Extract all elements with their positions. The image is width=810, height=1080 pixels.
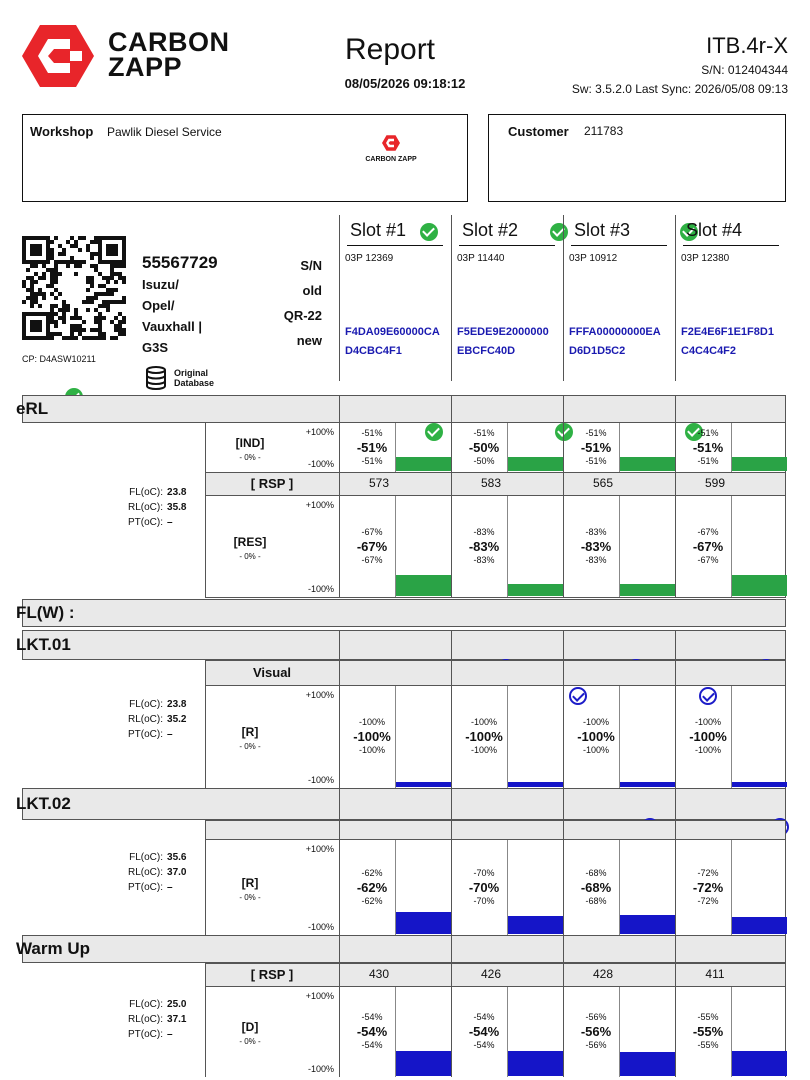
temp-value-fl: 23.8 <box>167 487 187 498</box>
temperature-readout <box>128 850 195 895</box>
section-warmup <box>22 935 786 963</box>
slot-title-underline <box>571 245 667 246</box>
divider <box>675 840 676 935</box>
divider <box>675 395 676 423</box>
temp-label-fl: FL(oC): <box>129 852 164 863</box>
slot-title: Slot #2 <box>462 220 519 240</box>
temp-row-rl <box>128 712 195 727</box>
rsp-value: 573 <box>368 476 390 490</box>
scale-top: +100% <box>305 844 334 854</box>
pct-main: -51% <box>580 439 612 455</box>
result-bar <box>508 782 563 787</box>
qr-code-icon <box>22 236 126 340</box>
divider <box>339 496 340 597</box>
lkt02-spacer <box>205 820 786 840</box>
divider <box>563 496 564 597</box>
bar-axis <box>731 686 732 788</box>
scale-top: +100% <box>305 690 334 700</box>
divider <box>451 686 452 788</box>
scale-bottom: -100% <box>307 922 334 932</box>
pct-bottom: -62% <box>361 895 383 906</box>
pct-bottom: -70% <box>473 895 495 906</box>
pct-top: -100% <box>470 717 497 727</box>
part-make-2: Opel/ <box>142 298 175 313</box>
pct-main: -100% <box>577 729 615 744</box>
divider <box>339 686 340 788</box>
divider <box>563 395 564 423</box>
divider <box>675 788 676 820</box>
divider <box>675 660 676 686</box>
scale-top: +100% <box>305 991 334 1001</box>
temp-label-pt: PT(oC): <box>128 1029 164 1040</box>
pct-bottom: -100% <box>470 745 497 755</box>
result-bar <box>732 782 787 787</box>
software-sync: Sw: 3.5.2.0 Last Sync: 2026/05/08 09:13 <box>571 82 788 96</box>
divider <box>339 935 340 963</box>
pct-top: -54% <box>473 1012 495 1022</box>
pct-main: -51% <box>356 439 388 455</box>
divider <box>451 963 452 987</box>
section-erl <box>22 395 786 423</box>
part-info <box>142 252 218 358</box>
pct-top: -51% <box>361 427 383 438</box>
part-make-4: G3S <box>142 340 169 355</box>
result-bar <box>396 575 451 596</box>
slot-code-2: C4C4C4F2 <box>681 345 737 357</box>
slot-serial: 03P 12380 <box>681 253 730 264</box>
divider <box>451 987 452 1077</box>
slot-code-2: D6D1D5C2 <box>569 345 626 357</box>
pct-top: -67% <box>361 526 383 537</box>
divider <box>205 597 786 598</box>
result-bar <box>620 584 675 596</box>
scale-bottom: -100% <box>307 459 334 469</box>
pct-main: -83% <box>468 538 500 554</box>
pct-top: -72% <box>697 867 719 878</box>
pct-bottom: -55% <box>697 1040 719 1050</box>
divider <box>205 496 206 597</box>
customer-value: 211783 <box>584 124 624 138</box>
warmup-rsp-row-label: [ RSP ] <box>250 967 294 982</box>
pct-bottom: -51% <box>697 455 719 466</box>
divider <box>205 423 206 472</box>
scale-top: +100% <box>305 500 334 510</box>
temp-row-rl <box>128 500 195 515</box>
slot-title-underline <box>459 245 555 246</box>
new-label: new <box>296 333 322 348</box>
scale-bottom: -100% <box>307 1064 334 1074</box>
bar-axis <box>395 686 396 788</box>
result-bar <box>732 575 787 596</box>
slot-code-2: D4CBC4F1 <box>345 345 402 357</box>
scale-bottom: -100% <box>307 584 334 594</box>
workshop-logo <box>361 135 421 163</box>
divider <box>451 840 452 935</box>
divider <box>675 423 676 472</box>
temp-label-pt: PT(oC): <box>128 517 164 528</box>
divider <box>339 395 340 423</box>
divider <box>563 660 564 686</box>
temp-row-fl <box>128 485 195 500</box>
pct-bottom: -54% <box>361 1040 383 1050</box>
pct-top: -67% <box>697 526 719 537</box>
temp-value-pt: – <box>167 517 173 528</box>
pct-main: -72% <box>692 879 724 895</box>
temp-value-fl: 23.8 <box>167 699 187 710</box>
slot-pass-check-icon <box>425 423 443 441</box>
pct-bottom: -100% <box>582 745 609 755</box>
pct-top: -100% <box>358 717 385 727</box>
temp-value-rl: 35.8 <box>167 502 187 513</box>
scale-bottom: -100% <box>307 775 334 785</box>
old-label: old <box>302 283 322 298</box>
part-make-1: Isuzu/ <box>142 277 179 292</box>
pct-main: -70% <box>468 879 500 895</box>
divider <box>675 935 676 963</box>
test-label: [R] <box>241 875 259 890</box>
result-bar <box>396 457 451 471</box>
divider <box>339 987 340 1077</box>
result-bar <box>508 457 563 471</box>
result-bar <box>620 782 675 787</box>
pct-bottom: -83% <box>585 554 607 565</box>
test-label: [IND] <box>235 435 265 450</box>
divider <box>563 686 564 788</box>
pct-main: -67% <box>692 538 724 554</box>
divider <box>675 820 676 840</box>
divider <box>563 963 564 987</box>
divider <box>675 987 676 1077</box>
pct-top: -83% <box>585 526 607 537</box>
test-zero: - 0% - <box>239 551 261 561</box>
customer-box <box>488 114 786 202</box>
part-number: 55567729 <box>142 253 218 272</box>
divider <box>339 820 340 840</box>
divider <box>339 788 340 820</box>
brand-line2: ZAPP <box>108 52 183 82</box>
pct-main: -51% <box>692 439 724 455</box>
temp-label-rl: RL(oC): <box>128 867 164 878</box>
device-name: ITB.4r-X <box>706 33 788 58</box>
report-datetime: 08/05/2026 09:18:12 <box>344 76 466 91</box>
divider <box>785 686 786 788</box>
part-labels <box>262 253 322 353</box>
pct-main: -83% <box>580 538 612 554</box>
divider <box>451 660 452 686</box>
pct-bottom: -72% <box>697 895 719 906</box>
temp-value-pt: – <box>167 882 173 893</box>
temp-row-pt <box>128 515 195 530</box>
pct-bottom: -100% <box>358 745 385 755</box>
temp-value-rl: 37.0 <box>167 867 187 878</box>
pct-top: -83% <box>473 526 495 537</box>
result-bar <box>396 912 451 934</box>
slot-title: Slot #1 <box>350 220 407 240</box>
divider <box>563 630 564 660</box>
slot-title-underline <box>683 245 779 246</box>
result-bar <box>732 917 787 934</box>
workshop-logo-text: CARBON ZAPP <box>365 156 417 163</box>
section-lkt02-title: LKT.02 <box>16 794 71 813</box>
divider <box>563 472 564 496</box>
scale-top: +100% <box>305 427 334 437</box>
temp-row-rl <box>128 865 195 880</box>
divider <box>451 423 452 472</box>
bar-axis <box>507 686 508 788</box>
slot-divider <box>675 215 676 381</box>
divider <box>339 472 340 496</box>
pct-top: -62% <box>361 867 383 878</box>
slot-divider <box>563 215 564 381</box>
rsp-value: 565 <box>592 476 614 490</box>
qr-label: QR-22 <box>283 308 322 323</box>
divider <box>339 963 340 987</box>
divider <box>675 963 676 987</box>
carbon-zapp-small-logo-icon <box>382 135 400 151</box>
test-zero: - 0% - <box>239 1037 261 1046</box>
pct-top: -100% <box>582 717 609 727</box>
divider <box>205 686 206 788</box>
result-bar <box>396 782 451 787</box>
slot-result-check-icon <box>569 687 587 705</box>
customer-label: Customer <box>508 124 569 139</box>
temp-label-rl: RL(oC): <box>128 502 164 513</box>
test-label: [RES] <box>233 534 267 549</box>
temp-row-pt <box>128 727 195 742</box>
divider <box>675 496 676 597</box>
divider <box>339 840 340 935</box>
temp-value-fl: 25.0 <box>167 999 187 1010</box>
slot-serial: 03P 12369 <box>345 253 394 264</box>
test-zero: - 0% - <box>239 742 261 751</box>
temp-row-fl <box>128 850 195 865</box>
divider <box>563 820 564 840</box>
slot-code-2: EBCFC40D <box>457 345 516 357</box>
pct-bottom: -67% <box>697 554 719 565</box>
test-zero: - 0% - <box>239 452 261 462</box>
part-make-3: Vauxhall | <box>142 319 202 334</box>
temp-value-fl: 35.6 <box>167 852 187 863</box>
pct-main: -54% <box>356 1024 388 1039</box>
visual-row-label: Visual <box>252 665 292 680</box>
pct-bottom: -68% <box>585 895 607 906</box>
pct-main: -68% <box>580 879 612 895</box>
slot-title: Slot #4 <box>686 220 743 240</box>
bar-axis <box>619 686 620 788</box>
section-flw <box>22 599 786 627</box>
workshop-value: Pawlik Diesel Service <box>107 125 222 139</box>
slot-title-underline <box>347 245 443 246</box>
rsp-value: 583 <box>480 476 502 490</box>
carbon-zapp-logo-icon <box>22 25 94 87</box>
temp-row-pt <box>128 880 195 895</box>
pct-main: -55% <box>692 1024 724 1039</box>
rsp-value: 428 <box>592 967 614 981</box>
pct-main: -62% <box>356 879 388 895</box>
divider <box>563 935 564 963</box>
slot-divider <box>339 215 340 381</box>
pct-main: -56% <box>580 1024 612 1039</box>
divider <box>451 820 452 840</box>
pct-top: -51% <box>697 427 719 438</box>
cp-code: CP: D4ASW10211 <box>22 354 96 364</box>
result-bar <box>620 457 675 471</box>
slot-divider <box>451 215 452 381</box>
divider <box>451 395 452 423</box>
temp-label-fl: FL(oC): <box>129 487 164 498</box>
temp-value-pt: – <box>167 729 173 740</box>
test-label: [R] <box>241 725 259 739</box>
divider <box>563 987 564 1077</box>
pct-main: -100% <box>465 729 503 744</box>
slot-serial: 03P 10912 <box>569 253 618 264</box>
result-bar <box>508 584 563 596</box>
temp-row-pt <box>128 1027 195 1042</box>
temperature-readout <box>128 485 195 530</box>
slot-title: Slot #3 <box>574 220 631 240</box>
device-serial: S/N: 012404344 <box>701 63 788 77</box>
result-bar <box>508 1051 563 1076</box>
pct-bottom: -83% <box>473 554 495 565</box>
test-label: [D] <box>241 1020 259 1034</box>
temp-label-pt: PT(oC): <box>128 882 164 893</box>
slot-code-1: FFFA00000000EA <box>569 326 661 338</box>
result-bar <box>396 1051 451 1076</box>
temp-row-fl <box>128 997 195 1012</box>
temp-value-rl: 37.1 <box>167 1014 187 1025</box>
temp-value-pt: – <box>167 1029 173 1040</box>
pct-main: -100% <box>353 729 391 744</box>
divider <box>675 686 676 788</box>
divider <box>339 630 340 660</box>
database-line2: Database <box>174 378 215 388</box>
workshop-label: Workshop <box>30 124 94 139</box>
divider <box>339 660 340 686</box>
section-erl-title: eRL <box>16 399 49 418</box>
divider <box>451 935 452 963</box>
slot-ok-check-icon <box>550 223 568 241</box>
pct-top: -54% <box>361 1012 383 1022</box>
page-title: Report <box>344 33 436 66</box>
rsp-value: 411 <box>705 967 725 981</box>
bar-axis <box>507 496 508 597</box>
temp-label-fl: FL(oC): <box>129 699 164 710</box>
slot-result-check-icon <box>699 687 717 705</box>
divider <box>205 840 206 935</box>
pct-bottom: -67% <box>361 554 383 565</box>
divider <box>563 423 564 472</box>
pct-bottom: -56% <box>585 1040 607 1050</box>
result-bar <box>620 1052 675 1076</box>
section-lkt02 <box>22 788 786 820</box>
brand-logo <box>22 25 94 87</box>
pct-main: -50% <box>468 439 500 455</box>
pct-main: -67% <box>356 538 388 554</box>
result-bar <box>732 1051 787 1076</box>
temp-label-rl: RL(oC): <box>128 714 164 725</box>
pct-top: -100% <box>694 717 721 727</box>
rsp-value: 430 <box>368 967 390 981</box>
divider <box>339 423 340 472</box>
sn-label: S/N <box>300 258 322 273</box>
divider <box>675 472 676 496</box>
brand-name <box>108 27 230 82</box>
pct-top: -51% <box>585 427 607 438</box>
pct-top: -70% <box>473 867 495 878</box>
section-lkt01 <box>22 630 786 660</box>
temperature-readout <box>128 997 195 1042</box>
pct-main: -100% <box>689 729 727 744</box>
result-bar <box>508 916 563 934</box>
slot-code-1: F5EDE9E2000000 <box>457 326 549 338</box>
pct-main: -54% <box>468 1024 500 1039</box>
temp-row-rl <box>128 1012 195 1027</box>
rsp-value: 426 <box>480 967 502 981</box>
divider <box>451 630 452 660</box>
database-line1: Original <box>174 368 209 378</box>
temp-label-fl: FL(oC): <box>129 999 164 1010</box>
pct-bottom: -51% <box>361 455 383 466</box>
divider <box>451 472 452 496</box>
database-icon <box>145 366 167 390</box>
temperature-readout <box>128 697 195 742</box>
temp-value-rl: 35.2 <box>167 714 187 725</box>
test-zero: - 0% - <box>239 892 261 902</box>
section-warmup-title: Warm Up <box>16 939 90 958</box>
divider <box>451 496 452 597</box>
brand-line1: CARBON <box>108 27 230 57</box>
pct-bottom: -50% <box>473 455 495 466</box>
divider <box>675 630 676 660</box>
temp-label-pt: PT(oC): <box>128 729 164 740</box>
section-lkt01-title: LKT.01 <box>16 635 71 654</box>
pct-top: -68% <box>585 867 607 878</box>
bar-axis <box>619 496 620 597</box>
divider <box>205 987 206 1077</box>
slot-ok-check-icon <box>420 223 438 241</box>
rsp-value: 599 <box>704 476 726 490</box>
pct-bottom: -51% <box>585 455 607 466</box>
result-bar <box>732 457 787 471</box>
section-flw-title: FL(W) : <box>16 603 75 622</box>
divider <box>451 788 452 820</box>
qr-code <box>22 236 126 340</box>
pct-top: -56% <box>585 1012 607 1022</box>
divider <box>563 788 564 820</box>
divider <box>563 840 564 935</box>
rsp-row-label: [ RSP ] <box>250 476 294 491</box>
workshop-box <box>22 114 468 202</box>
result-bar <box>620 915 675 934</box>
temp-label-rl: RL(oC): <box>128 1014 164 1025</box>
pct-top: -51% <box>473 427 495 438</box>
temp-row-fl <box>128 697 195 712</box>
pct-bottom: -100% <box>694 745 721 755</box>
slot-serial: 03P 11440 <box>457 253 505 264</box>
slot-code-1: F4DA09E60000CA <box>345 326 440 338</box>
pct-bottom: -54% <box>473 1040 495 1050</box>
pct-top: -55% <box>697 1012 719 1022</box>
slot-code-1: F2E4E6F1E1F8D1 <box>681 326 774 338</box>
